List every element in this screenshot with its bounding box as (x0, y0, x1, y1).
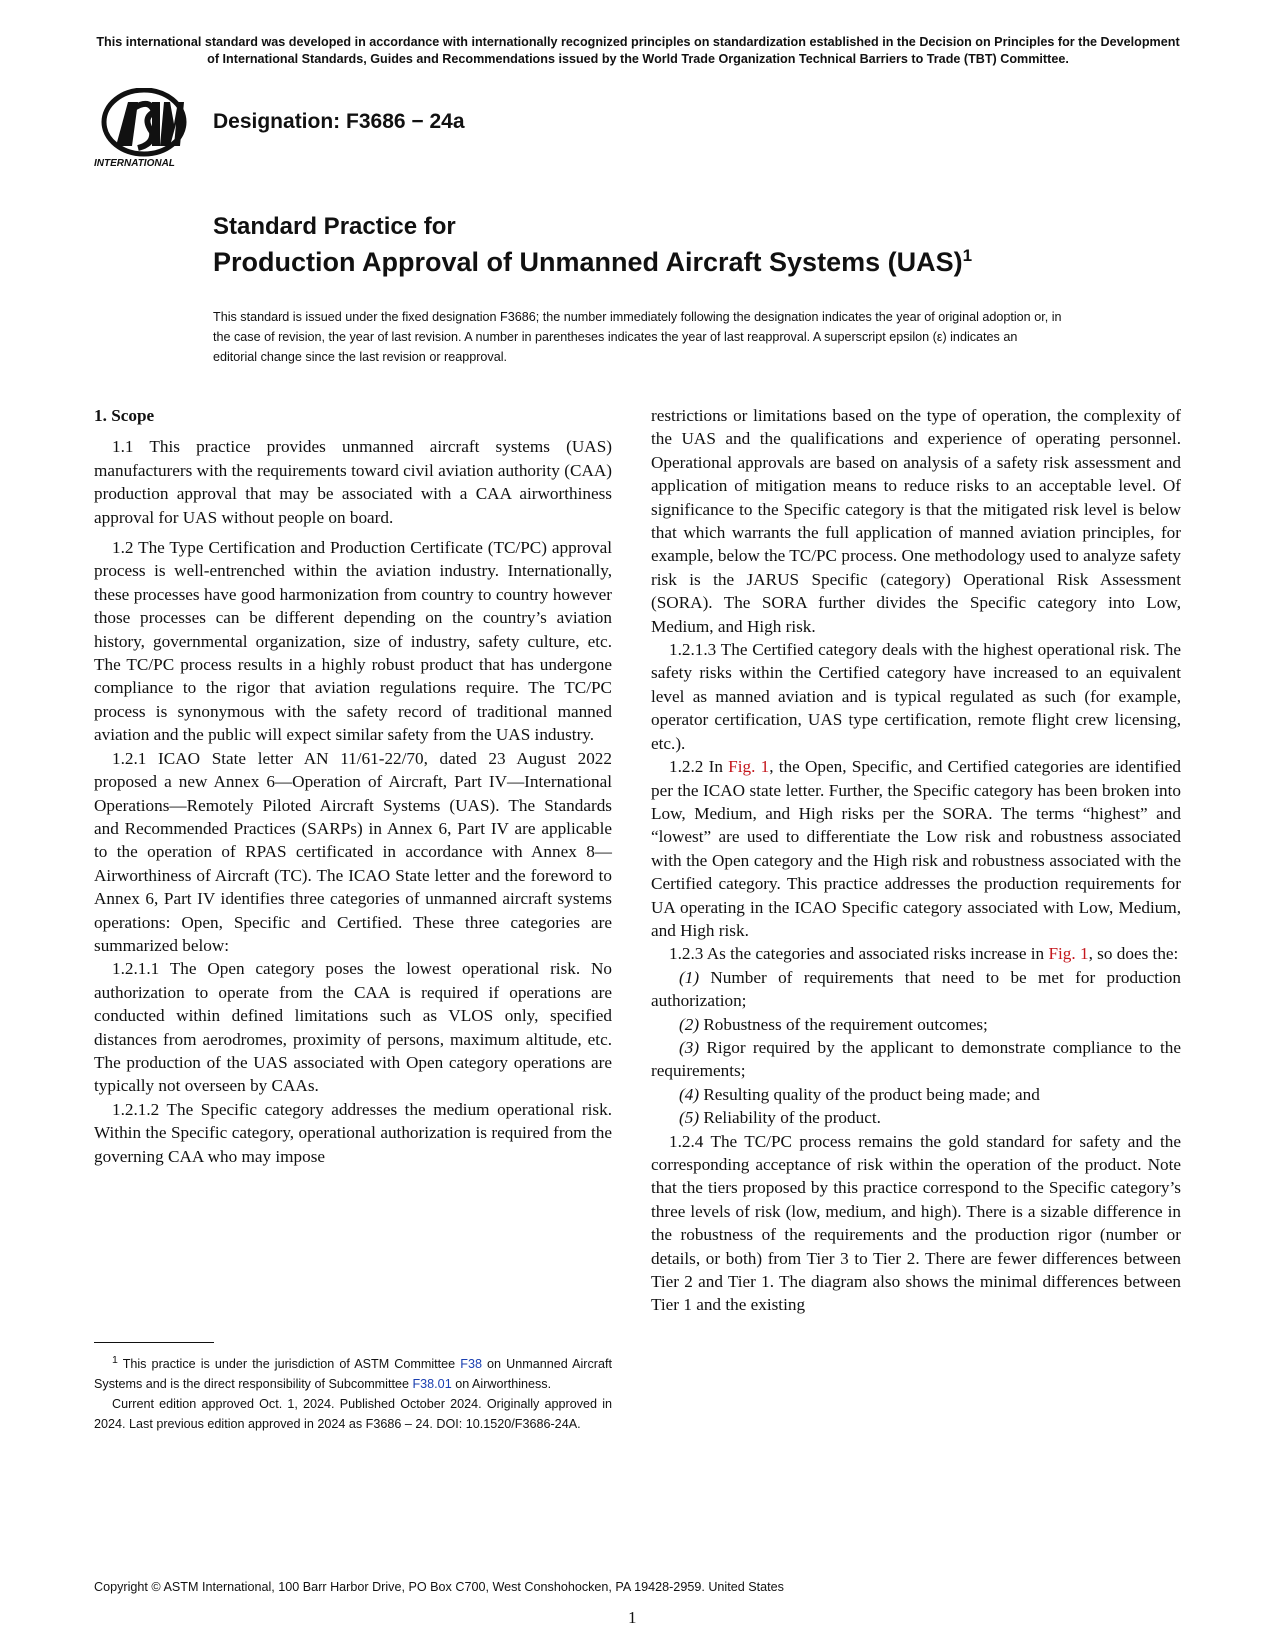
section-heading-scope: 1. Scope (94, 406, 155, 425)
right-column (651, 404, 1181, 1317)
title-text: Production Approval of Unmanned Aircraft Systems (UAS) (213, 247, 963, 277)
list-item (651, 1083, 1181, 1106)
para-1-2-3 (651, 942, 1181, 965)
para-1-2-1-3: 1.2.1.3 The Certified category deals with the highest operational risk. The safety risks within the Certified category have increased to an equivalent level as manned aviation and is typical regulated as such (for example, operator certification, UAS type certification, remote flight crew licensing, etc.). (651, 640, 1181, 753)
para-continuation: restrictions or limitations based on the type of operation, the complexity of the UAS and the qualifications and experience of operating personnel. Operational approvals are based on analysis of a safety risk assessment and application of mitigation means to reduce risks to an acceptable level. Of significance to the Specific category is that the mitigated risk level is below that which warrants the full application of manned aviation principles, for example, below the TC/PC process. One methodology used to analyze safety risk is the JARUS Specific (category) Operational Risk Assessment (SORA). The SORA further divides the Specific category into Low, Medium, and High risk. (651, 406, 1181, 636)
list-item (651, 966, 1181, 1013)
para-1-2-2-text-a: 1.2.2 In (669, 757, 729, 777)
list-text: Reliability of the product. (699, 1108, 881, 1128)
footnote-mark: 1 (112, 1354, 118, 1366)
list-text: Resulting quality of the product being made; and (699, 1084, 1040, 1104)
list-item (651, 1106, 1181, 1129)
list-number: (4) (679, 1084, 700, 1104)
wto-notice: This international standard was developed in accordance with internationally recognized principles on standardization established in the Decision on Principles for the Development of International Standards, Guides and Recommendations issued by the World Trade Organization Technical Barriers to Trade (TBT) Committee. (96, 35, 1180, 66)
para-1-2-1-1: 1.2.1.1 The Open category poses the lowest operational risk. No authorization to operate from the CAA is required if operations are conducted within defined limitations such as VLOS only, specified distances from aerodromes, proximity of persons, maximum altitude, etc. The production of the UAS associated with Open category operations are typically not overseen by CAAs. (94, 959, 612, 1096)
astm-logo (94, 88, 194, 180)
fig-1-link[interactable]: Fig. 1 (728, 757, 770, 777)
list-item (651, 1036, 1181, 1083)
footnote-edition: Current edition approved Oct. 1, 2024. Published October 2024. Originally approved in 2024. Last previous edition approved in 2024 as F3686 – 24. DOI: 10.1520/F3686-24A. (94, 1397, 612, 1432)
committee-link[interactable]: F38 (460, 1357, 482, 1372)
footnote-1 (94, 1350, 612, 1394)
footnote-1-text-c: on Airworthiness. (451, 1377, 552, 1392)
para-1-2-3-text-b: , so does the: (1088, 944, 1179, 964)
issuance-note: This standard is issued under the fixed designation F3686; the number immediately following the designation indicates the year of original adoption or, in the case of revision, the year of last revision. A number in parentheses indicates the year of last reapproval. A superscript epsilon (ε) indicates an editorial change since the last revision or reapproval. (213, 310, 1062, 364)
title-line-1: Standard Practice for (213, 213, 456, 240)
footnote-1-text-b: on Unmanned Aircraft Systems and is the direct responsibility of Subcommittee (94, 1357, 612, 1392)
title-footnote-mark: 1 (962, 246, 973, 265)
footnote-divider (94, 1342, 214, 1343)
logo-text: INTERNATIONAL (94, 158, 175, 169)
fig-1-link[interactable]: Fig. 1 (1048, 944, 1089, 964)
para-1-2-1: 1.2.1 ICAO State letter AN 11/61-22/70, dated 23 August 2022 proposed a new Annex 6—Operation of Aircraft, Part IV—International Operations—Remotely Piloted Aircraft Systems (UAS). The Standards and Recommended Practices (SARPs) in Annex 6, Part IV are applicable to the operation of RPAS certificated in accordance with Annex 8—Airworthiness of Aircraft (TC). The ICAO State letter and the foreword to Annex 6, Part IV identifies three categories of unmanned aircraft systems operations: Open, Specific and Certified. These three categories are summarized below: (94, 748, 612, 955)
list-text: Rigor required by the applicant to demonstrate compliance to the requirements; (651, 1037, 1181, 1081)
list-item (651, 1013, 1181, 1036)
page-number: 1 (628, 1608, 637, 1627)
para-1-2: 1.2 The Type Certification and Production Certificate (TC/PC) approval process is well-entrenched within the aviation industry. Internationally, these processes have good harmonization from country to country however those processes can be different depending on the country’s aviation history, governmental organization, size of industry, safety culture, etc. The TC/PC process results in a highly robust product that has undergone compliance to the rigor that aviation regulations require. The TC/PC process is synonymous with the safety record of traditional manned aviation and the public will expect similar safety from the UAS industry. (94, 538, 612, 745)
para-1-2-2 (651, 755, 1181, 942)
subcommittee-link[interactable]: F38.01 (412, 1377, 452, 1392)
list-number: (5) (679, 1108, 700, 1128)
title-line-2 (213, 246, 972, 278)
list-number: (3) (679, 1037, 700, 1057)
list-number: (2) (679, 1014, 700, 1034)
designation: Designation: F3686 − 24a (213, 110, 465, 133)
list-text: Robustness of the requirement outcomes; (699, 1014, 988, 1034)
footnote-1-text-a: This practice is under the jurisdiction of ASTM Committee (117, 1357, 461, 1372)
list-text: Number of requirements that need to be met for production authorization; (651, 967, 1181, 1011)
para-1-2-1-2: 1.2.1.2 The Specific category addresses the medium operational risk. Within the Specific category, operational authorization is required from the governing CAA who may impose (94, 1099, 612, 1166)
copyright: Copyright © ASTM International, 100 Barr Harbor Drive, PO Box C700, West Conshohocken, PA 19428-2959. United States (94, 1580, 784, 1594)
footnotes (94, 1350, 612, 1434)
para-1-2-4: 1.2.4 The TC/PC process remains the gold standard for safety and the corresponding acceptance of risk within the operation of the product. Note that the tiers proposed by this practice correspond to the Specific category’s three levels of risk (low, medium, and high). There is a sizable difference in the robustness of the requirements and the production rigor (number or details, or both) from Tier 3 to Tier 2. There are fewer differences between Tier 2 and Tier 1. The diagram also shows the minimal differences between Tier 1 and the existing (651, 1131, 1181, 1315)
list-number: (1) (679, 967, 700, 987)
para-1-1: 1.1 This practice provides unmanned aircraft systems (UAS) manufacturers with the requirements toward civil aviation authority (CAA) production approval that may be associated with a CAA airworthiness approval for UAS without people on board. (94, 437, 612, 527)
para-1-2-3-text-a: 1.2.3 As the categories and associated risks increase in (669, 944, 1049, 964)
para-1-2-2-text-b: , the Open, Specific, and Certified categories are identified per the ICAO state letter. Further, the Specific category has been broken into Low, Medium, and High risks per the SORA. The terms “highest” and “lowest” are used to differentiate the Low risk and robustness associated with the Open category and the High risk and robustness associated with the Certified category. This practice addresses the production requirements for UA operating in the ICAO Specific category associated with Low, Medium, and High risk. (651, 757, 1181, 940)
left-column (94, 404, 612, 1168)
